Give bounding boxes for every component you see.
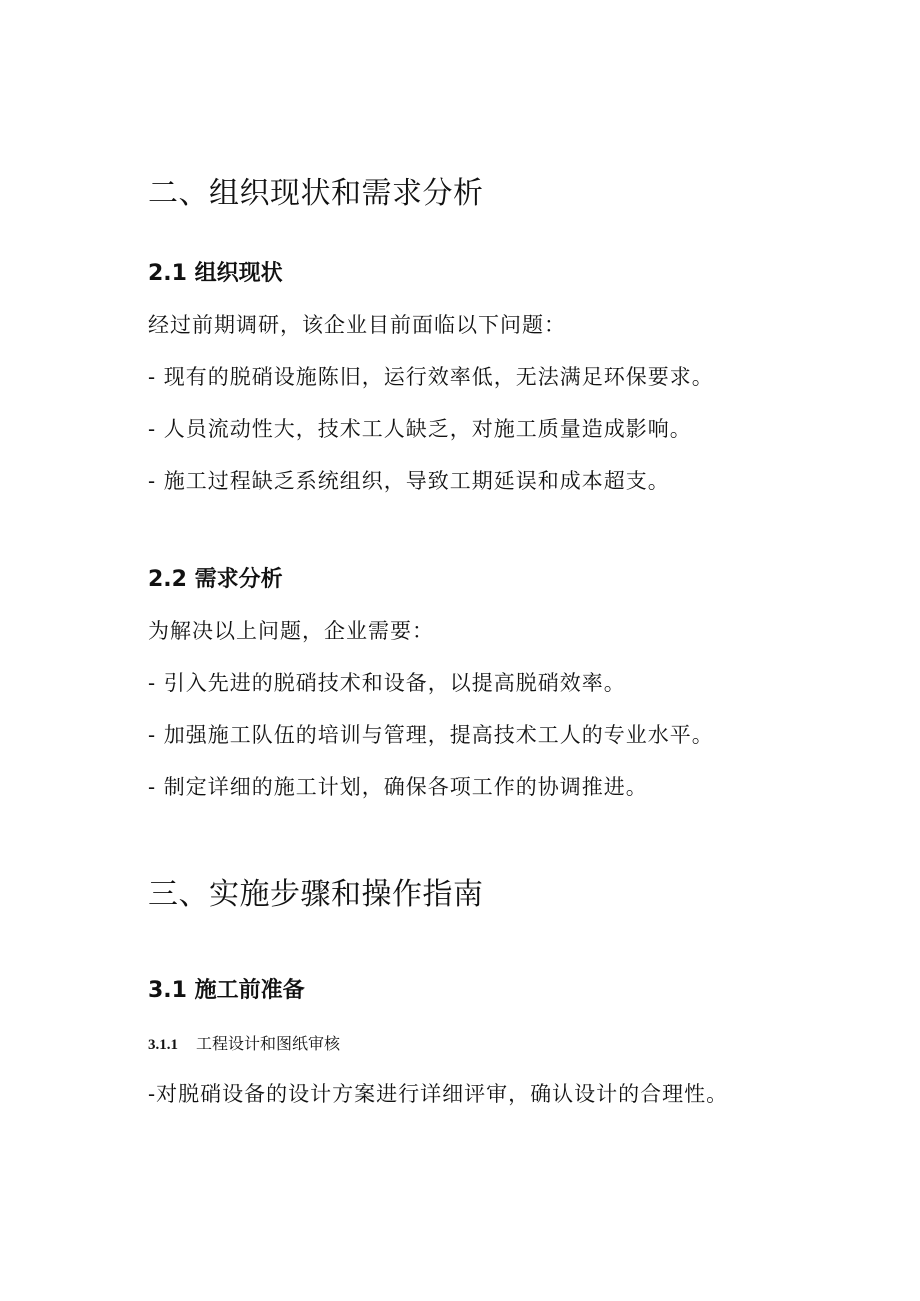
subsubsection-heading-3-1-1 [148,1031,340,1054]
list-item: - 人员流动性大，技术工人缺乏，对施工质量造成影响。 [148,417,692,441]
paragraph-intro-2-2: 为解决以上问题，企业需要： [148,619,434,643]
list-item: - 现有的脱硝设施陈旧，运行效率低，无法满足环保要求。 [148,365,714,389]
list-item: - 制定详细的施工计划，确保各项工作的协调推进。 [148,775,648,799]
section-heading-2: 二、组织现状和需求分析 [148,176,484,211]
list-item: -对脱硝设备的设计方案进行详细评审，确认设计的合理性。 [148,1082,729,1106]
paragraph-intro-2-1: 经过前期调研，该企业目前面临以下问题： [148,313,566,337]
subsection-heading-2-1: 2.1 组织现状 [148,261,283,286]
list-item: - 引入先进的脱硝技术和设备，以提高脱硝效率。 [148,671,626,695]
section-heading-3: 三、实施步骤和操作指南 [148,877,484,912]
subsection-heading-3-1: 3.1 施工前准备 [148,978,305,1003]
subsection-heading-2-2: 2.2 需求分析 [148,567,283,592]
list-item: - 施工过程缺乏系统组织，导致工期延误和成本超支。 [148,469,670,493]
subsubsection-number: 3.1.1 [148,1037,178,1053]
subsubsection-title: 工程设计和图纸审核 [196,1034,341,1053]
list-item: - 加强施工队伍的培训与管理，提高技术工人的专业水平。 [148,723,714,747]
